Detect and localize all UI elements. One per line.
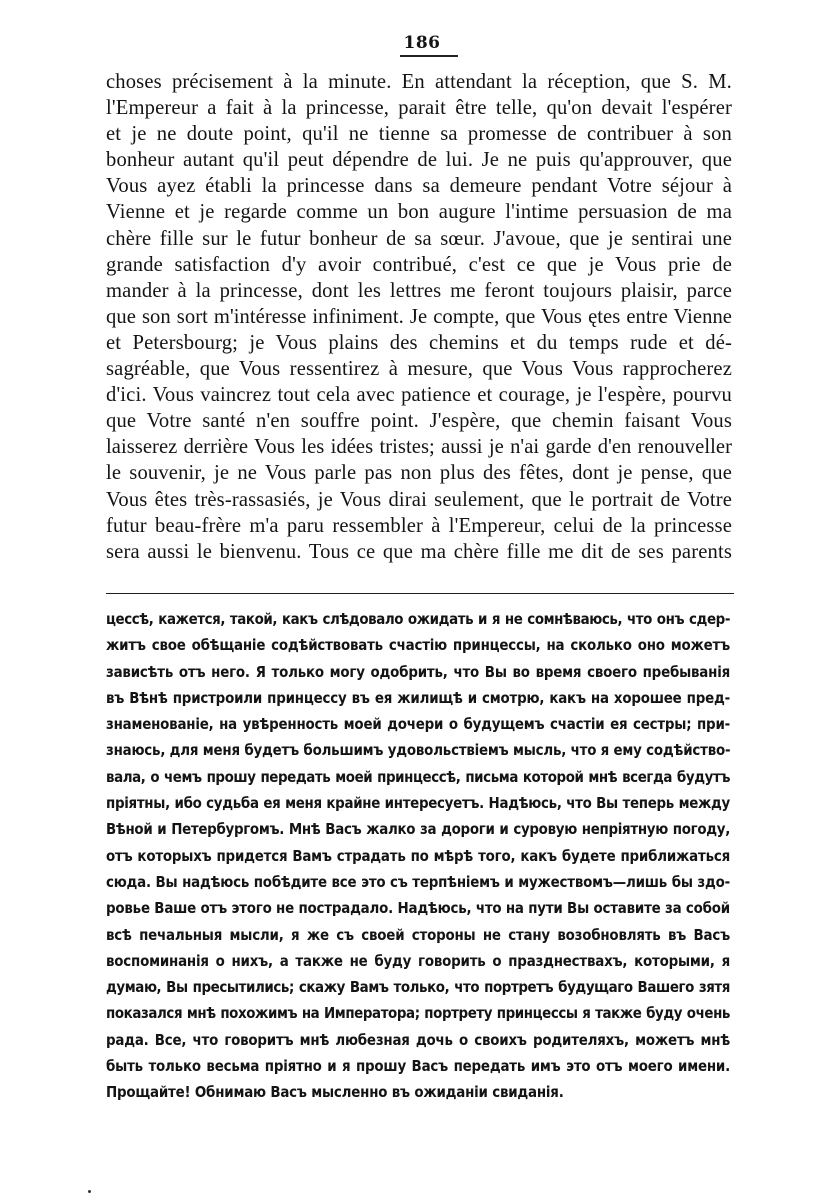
french-line: sagréable, que Vous ressentirez à mesure, que Vous Vous rapprocherez [106, 358, 732, 381]
russian-line: ровье Ваше отъ этого не пострадало. Надѣюсь, что на пути Вы оставите за собой [106, 899, 730, 918]
page-speck [88, 1190, 91, 1193]
french-line: que son sort m'intéresse infiniment. Je compte, que Vous ętes entre Vienne [106, 305, 732, 328]
french-line: et Petersbourg; je Vous plains des chemins et du temps rude et dé- [106, 331, 732, 354]
french-line: futur beau-frère m'a paru ressembler à l'Empereur, celui de la princesse [106, 514, 732, 537]
french-line: que Votre santé n'en souffre point. J'espère, que chemin faisant Vous [106, 410, 732, 433]
russian-line: Прощайте! Обнимаю Васъ мысленно въ ожиданіи свиданія. [106, 1083, 564, 1102]
russian-line: пріятны, ибо судьба ея меня крайне интересуетъ. Надѣюсь, что Вы теперь между [106, 794, 730, 813]
french-line: choses précisement à la minute. En attendant la réception, que S. M. [106, 71, 732, 93]
french-line: bonheur autant qu'il peut dépendre de lui. Je ne puis qu'approuver, que [106, 149, 732, 172]
french-line: grande satisfaction d'y avoir contribué, c'est ce que je Vous prie de [106, 253, 732, 276]
russian-line: сюда. Вы надѣюсь побѣдите все это съ терпѣніемъ и мужествомъ—лишь бы здо- [106, 872, 730, 891]
russian-line: всѣ печальныя мысли, я же съ своей стороны не стану возобновлять въ Васъ [106, 925, 730, 944]
russian-line: показался мнѣ похожимъ на Императора; портрету принцессы я также буду очень [106, 1004, 730, 1023]
french-line: l'Empereur a fait à la princesse, parait être telle, qu'on devait l'espérer [106, 97, 732, 120]
russian-line: Вѣной и Петербургомъ. Мнѣ Васъ жалко за дороги и суровую непріятную погоду, [106, 820, 730, 839]
russian-line: въ Вѣнѣ пристроили принцессу въ ея жилищѣ и смотрю, какъ на хорошее пред- [106, 688, 730, 707]
french-line: sera aussi le bienvenu. Tous ce que ma chère fille me dit de ses parents [106, 540, 732, 563]
page-number-underline [400, 55, 458, 57]
russian-line: зависѣть отъ него. Я только могу одобрить, что Вы во время своего пребыванія [106, 662, 730, 681]
french-line: laisserez derrière Vous les idées tristes; aussi je n'ai garde d'en renouveller [106, 436, 732, 459]
french-line: chère fille sur le futur bonheur de sa sœur. J'avoue, que je sentirai une [106, 227, 732, 250]
french-line: le souvenir, je ne Vous parle pas non plus des fêtes, dont je pense, que [106, 462, 732, 485]
russian-line: знаюсь, для меня будетъ большимъ удовольствіемъ мысль, что я ему содѣйство- [106, 741, 731, 760]
french-letter-text [106, 69, 732, 565]
russian-line: знаменованіе, на увѣренность моей дочери о будущемъ счастіи ея сестры; при- [106, 715, 730, 734]
footnote-separator [106, 593, 734, 594]
french-line: Vous êtes très-rassasiés, je Vous dirai seulement, que le portrait de Votre [106, 488, 732, 511]
french-line: et je ne doute point, qu'il ne tienne sa promesse de contribuer à son [106, 123, 732, 146]
russian-line: воспоминанія о нихъ, а также не буду говорить о празднествахъ, которыми, я [106, 951, 730, 970]
russian-line: быть только весьма пріятно и я прошу Васъ передать имъ это отъ моего имени. [106, 1057, 730, 1076]
french-line: Vienne et je regarde comme un bon augure l'intime persuasion de ma [106, 201, 732, 224]
french-line: Vous ayez établi la princesse dans sa demeure pendant Votre séjour à [106, 175, 732, 198]
french-line: d'ici. Vous vaincrez tout cela avec patience et courage, je l'espère, pourvu [106, 384, 732, 407]
russian-line: житъ свое обѣщаніе содѣйствовать счастію принцессы, на сколько оно можетъ [106, 636, 730, 655]
russian-line: вала, о чемъ прошу передать моей принцессѣ, письма которой мнѣ всегда будутъ [106, 767, 730, 786]
page-number: 186 [403, 33, 441, 53]
russian-translation-text [106, 606, 730, 1106]
russian-line: цессѣ, кажется, такой, какъ слѣдовало ожидать и я не сомнѣваюсь, что онъ сдер- [106, 610, 730, 628]
french-line: mander à la princesse, dont les lettres me feront toujours plaisir, parce [106, 279, 732, 302]
russian-line: рада. Все, что говоритъ мнѣ любезная дочь о своихъ родителяхъ, можетъ мнѣ [106, 1030, 730, 1049]
russian-line: думаю, Вы пресытились; скажу Вамъ только, что портретъ будущаго Вашего зятя [106, 978, 730, 997]
russian-line: отъ которыхъ придется Вамъ страдать по мѣрѣ того, какъ будете приближаться [106, 846, 730, 865]
